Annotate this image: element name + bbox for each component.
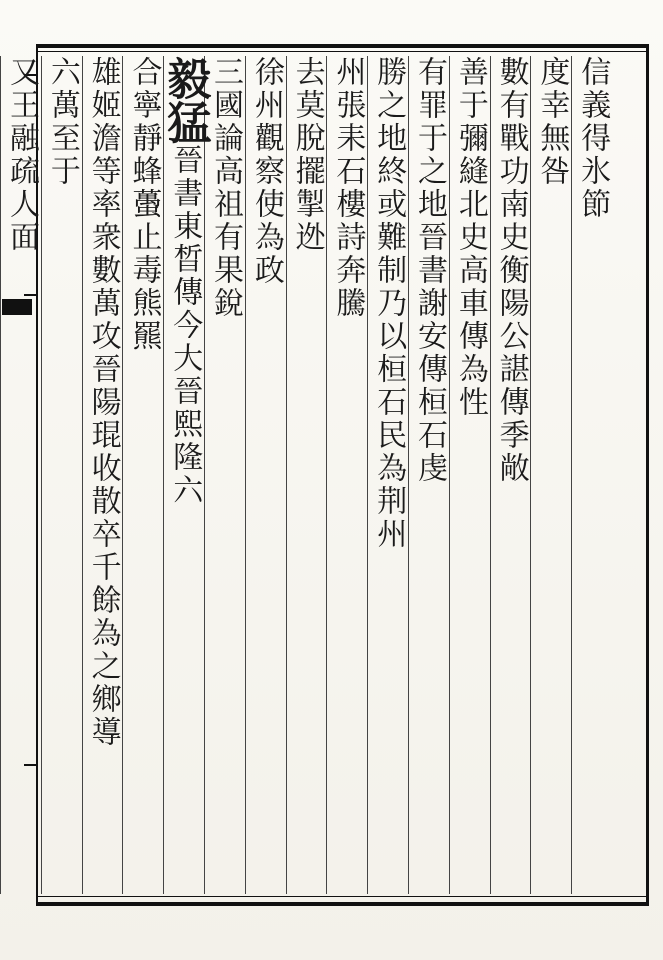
text-run: 勝之地終或難制乃以桓石民為荆州 xyxy=(371,56,407,551)
text-run: 六萬至于 xyxy=(44,56,80,188)
column-text xyxy=(368,56,408,894)
text-column xyxy=(159,56,211,894)
text-run: 州張耒石樓詩奔騰 xyxy=(330,56,366,320)
page-frame-top xyxy=(36,44,649,48)
text-column xyxy=(449,56,490,894)
column-text xyxy=(287,56,327,894)
headword: 毅猛 xyxy=(159,56,211,144)
text-column xyxy=(82,56,123,894)
text-column xyxy=(367,56,408,894)
column-text xyxy=(83,56,123,894)
page-frame-right xyxy=(646,44,649,906)
column-text xyxy=(42,56,82,894)
text-run: 度幸無咎 xyxy=(534,56,570,188)
column-text xyxy=(450,56,490,894)
text-column xyxy=(41,56,82,894)
text-column xyxy=(571,56,612,894)
text-run: 晉書東晳傳今大晉熙隆六 xyxy=(167,144,203,507)
text-run: 合寧靜蜂蠆止毒熊羆 xyxy=(126,56,162,353)
text-column xyxy=(245,56,286,894)
page-frame-bottom-inner xyxy=(36,896,649,897)
column-text xyxy=(159,56,211,894)
text-run: 信義得氷節 xyxy=(575,56,611,221)
column-text xyxy=(123,56,163,894)
text-run: 有罪于之地晉書謝安傳桓石虔 xyxy=(412,56,448,485)
text-column xyxy=(530,56,571,894)
text-column xyxy=(326,56,367,894)
text-run: 又王融疏人面 xyxy=(4,56,40,254)
text-run: 去莫脫擺掣迯 xyxy=(289,56,325,254)
text-run: 數有戰功南史衡陽公諶傳季敞 xyxy=(493,56,529,485)
text-run: 雄姬澹等率衆數萬攻晉陽琨收散卒千餘為之鄉導 xyxy=(85,56,121,749)
column-text xyxy=(246,56,286,894)
text-column xyxy=(286,56,327,894)
column-text xyxy=(531,56,571,894)
text-column xyxy=(204,56,245,894)
column-text xyxy=(327,56,367,894)
column-text xyxy=(1,56,41,894)
text-run: 三國論高祖有果銳 xyxy=(208,56,244,320)
page-frame-bottom xyxy=(36,902,649,906)
column-text xyxy=(205,56,245,894)
column-text xyxy=(491,56,531,894)
text-column xyxy=(408,56,449,894)
text-column xyxy=(122,56,163,894)
text-run: 善于彌縫北史高車傳為性 xyxy=(452,56,488,419)
text-run: 徐州觀察使為政 xyxy=(248,56,284,287)
column-text xyxy=(409,56,449,894)
text-column xyxy=(490,56,531,894)
page-frame-top-inner xyxy=(36,51,649,52)
text-columns xyxy=(4,56,612,894)
text-column xyxy=(0,56,41,894)
column-text xyxy=(572,56,612,894)
